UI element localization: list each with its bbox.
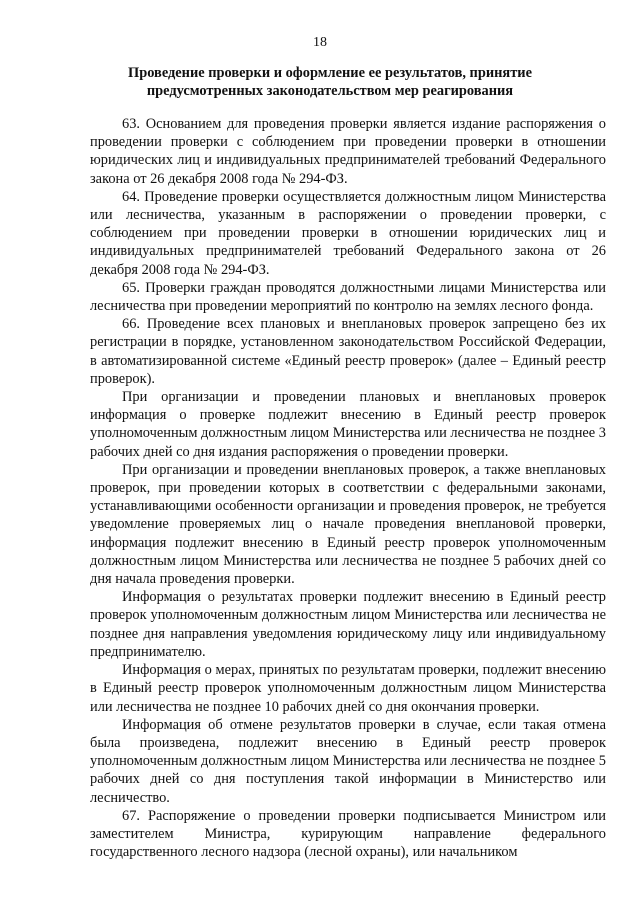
paragraph-64: 64. Проведение проверки осуществляется должностным лицом Министерства или лесничества, указанным в распоряжении о проведении проверки, с соблюдением при проведении проверки в отношении юридических лиц и индивидуальных предпринимателей требований Федерального закона от 26 декабря 2008 года № 294-ФЗ.: [90, 188, 606, 278]
paragraph-66-cancellation: Информация об отмене результатов проверки в случае, если такая отмена была произведена, подлежит внесению в Единый реестр проверок уполномоченным должностным лицом Министерства или лесничества не позднее 5 рабочих дней со дня поступления такой информации в Министерство или лесничество.: [90, 716, 606, 806]
section-heading: [90, 64, 570, 100]
section-heading-line-1: Проведение проверки и оформление ее результатов, принятие: [128, 65, 532, 81]
paragraph-63: 63. Основанием для проведения проверки является издание распоряжения о проведении проверки с соблюдением при проведении проверки в отношении юридических лиц и индивидуальных предпринимателей требований Федерального закона от 26 декабря 2008 года № 294-ФЗ.: [90, 116, 606, 187]
body-text: [90, 115, 606, 861]
paragraph-66-results: Информация о результатах проверки подлежит внесению в Единый реестр проверок уполномоченным должностным лицом Министерства или лесничества не позднее дня направления уведомления юридическому лицу или индивидуальному предпринимателю.: [90, 589, 606, 660]
page-number: 18: [313, 35, 327, 50]
paragraph-66: 66. Проведение всех плановых и внеплановых проверок запрещено без их регистрации в порядке, установленном законодательством Российской Федерации, в автоматизированной системе «Единый реестр проверок» (далее – Единый реестр проверок).: [90, 316, 606, 387]
paragraph-66-unscheduled-registration: При организации и проведении внеплановых проверок, а также внеплановых проверок, при проведении которых в соответствии с федеральными законами, устанавливающими особенности организации и проведения проверок, не требуется уведомление проверяемых лиц о начале проведения внеплановой проверки, информация подлежит внесению в Единый реестр проверок уполномоченным должностным лицом Министерства или лесничества не позднее 5 рабочих дней со дня начала проведения проверки.: [90, 461, 606, 588]
section-heading-line-2: предусмотренных законодательством мер реагирования: [146, 83, 514, 99]
paragraph-65: 65. Проверки граждан проводятся должностными лицами Министерства или лесничества при проведении мероприятий по контролю на землях лесного фонда.: [90, 279, 606, 315]
paragraph-66-planned-registration: При организации и проведении плановых и внеплановых проверок информация о проверке подлежит внесению в Единый реестр проверок уполномоченным должностным лицом Министерства или лесничества не позднее 3 рабочих дней со дня издания распоряжения о проведении проверки.: [90, 389, 606, 460]
paragraph-67: 67. Распоряжение о проведении проверки подписывается Министром или заместителем Министра, курирующим направление федерального государственного лесного надзора (лесной охраны), или начальником: [90, 807, 606, 861]
paragraph-66-measures: Информация о мерах, принятых по результатам проверки, подлежит внесению в Единый реестр проверок уполномоченным должностным лицом Министерства или лесничества не позднее 10 рабочих дней со дня окончания проверки.: [90, 662, 606, 715]
